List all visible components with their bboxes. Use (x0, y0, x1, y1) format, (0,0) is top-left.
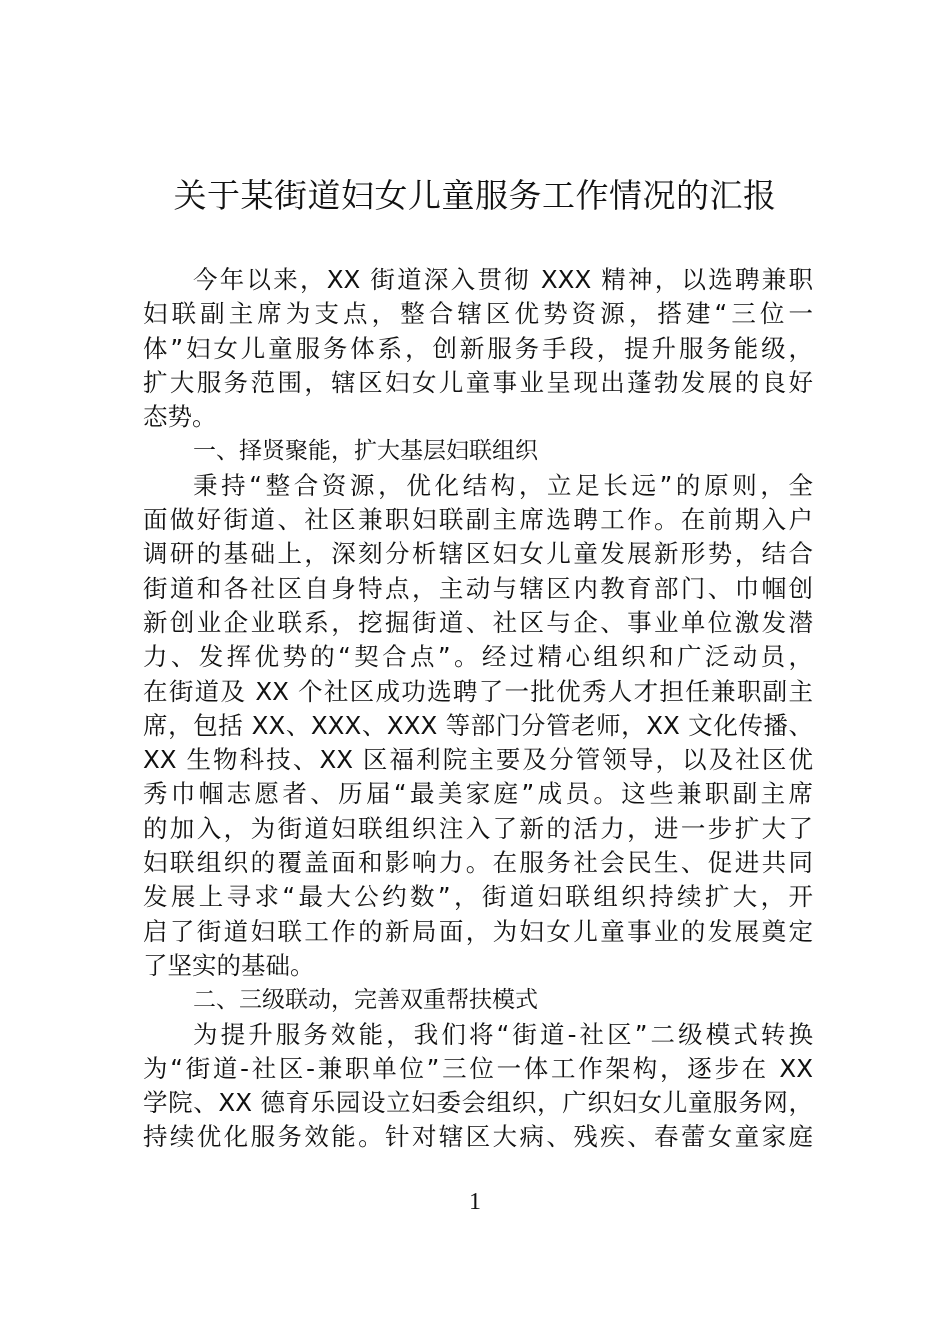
paragraph-line: 在街道及 XX 个社区成功选聘了一批优秀人才担任兼职副主 (143, 676, 813, 706)
paragraph-line: 妇联副主席为支点，整合辖区优势资源，搭建“三位一 (143, 299, 813, 329)
paragraph-line: 街道和各社区自身特点，主动与辖区内教育部门、巾帼创 (143, 573, 813, 603)
paragraph-line: 面做好街道、社区兼职妇联副主席选聘工作。在前期入户 (143, 505, 813, 535)
paragraph-line: 态势。 (143, 402, 217, 432)
paragraph-line: 妇联组织的覆盖面和影响力。在服务社会民生、促进共同 (143, 848, 813, 878)
paragraph-line: 为“街道-社区-兼职单位”三位一体工作架构，逐步在 XX (143, 1053, 813, 1083)
document-title: 关于某街道妇女儿童服务工作情况的汇报 (173, 176, 777, 215)
document-body (143, 263, 813, 1155)
paragraph-line: 新创业企业联系，挖掘街道、社区与企、事业单位激发潜 (143, 607, 813, 637)
paragraph-line: 发展上寻求“最大公约数”，街道妇联组织持续扩大，开 (143, 882, 813, 912)
paragraph-line: 今年以来，XX 街道深入贯彻 XXX 精神，以选聘兼职 (193, 265, 813, 294)
paragraph-line: 持续优化服务效能。针对辖区大病、残疾、春蕾女童家庭 (143, 1122, 813, 1152)
paragraph-line: 体”妇女儿童服务体系，创新服务手段，提升服务能级， (143, 333, 813, 363)
section-heading-1: 一、择贤聚能，扩大基层妇联组织 (193, 438, 538, 465)
paragraph-line: 席，包括 XX、XXX、XXX 等部门分管老师，XX 文化传播、 (143, 710, 813, 740)
paragraph-line: 启了街道妇联工作的新局面，为妇女儿童事业的发展奠定 (143, 916, 813, 946)
paragraph-line: 的加入，为街道妇联组织注入了新的活力，进一步扩大了 (143, 813, 813, 843)
paragraph-line: XX 生物科技、XX 区福利院主要及分管领导，以及社区优 (143, 745, 813, 775)
paragraph-line: 了坚实的基础。 (143, 950, 315, 980)
paragraph-line: 秀巾帼志愿者、历届“最美家庭”成员。这些兼职副主席 (143, 779, 813, 809)
paragraph-line: 学院、XX 德育乐园设立妇委会组织，广织妇女儿童服务网， (143, 1088, 813, 1118)
paragraph-line: 力、发挥优势的“契合点”。经过精心组织和广泛动员， (143, 642, 813, 672)
page-number: 1 (469, 1189, 481, 1215)
paragraph-line: 秉持“整合资源，优化结构，立足长远”的原则，全 (193, 470, 813, 500)
paragraph-line: 扩大服务范围，辖区妇女儿童事业呈现出蓬勃发展的良好 (143, 367, 813, 397)
paragraph-line: 为提升服务效能，我们将“街道-社区”二级模式转换 (193, 1019, 813, 1049)
section-heading-2: 二、三级联动，完善双重帮扶模式 (193, 987, 538, 1014)
paragraph-line: 调研的基础上，深刻分析辖区妇女儿童发展新形势，结合 (143, 539, 813, 569)
